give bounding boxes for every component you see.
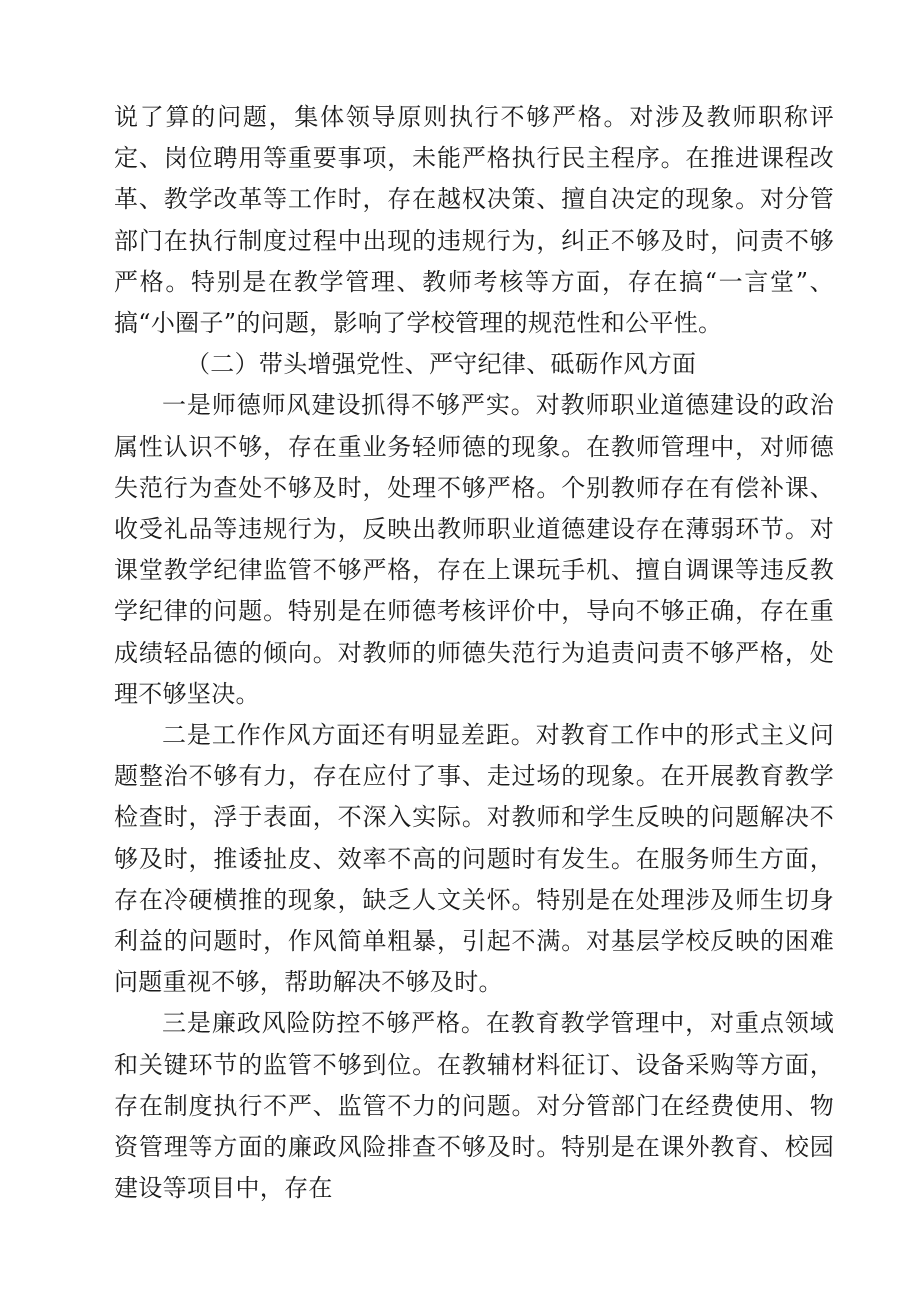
- paragraph-integrity-risk: 三是廉政风险防控不够严格。在教育教学管理中，对重点领域和关键环节的监管不够到位。在教辅材料征订、设备采购等方面，存在制度执行不严、监管不力的问题。对分管部门在经费使用、物资管理等方面的廉政风险排查不够及时。特别是在课外教育、校园建设等项目中，存在: [114, 1009, 834, 1203]
- document-body: [114, 97, 834, 1209]
- paragraph-work-style: 二是工作作风方面还有明显差距。对教育工作中的形式主义问题整治不够有力，存在应付了事、走过场的现象。在开展教育教学检查时，浮于表面，不深入实际。对教师和学生反映的问题解决不够及时，推诿扯皮、效率不高的问题时有发生。在服务师生方面，存在冷硬横推的现象，缺乏人文关怀。特别是在处理涉及师生切身利益的问题时，作风简单粗暴，引起不满。对基层学校反映的困难问题重视不够，帮助解决不够及时。: [114, 721, 834, 997]
- section-heading: （二）带头增强党性、严守纪律、砥砺作风方面: [186, 350, 697, 379]
- paragraph-continuation: 说了算的问题，集体领导原则执行不够严格。对涉及教师职称评定、岗位聘用等重要事项，未能严格执行民主程序。在推进课程改革、教学改革等工作时，存在越权决策、擅自决定的现象。对分管部门在执行制度过程中出现的违规行为，纠正不够及时，问责不够严格。特别是在教学管理、教师考核等方面，存在搞“一言堂”、搞“小圈子”的问题，影响了学校管理的规范性和公平性。: [114, 103, 834, 338]
- paragraph-teacher-ethics: 一是师德师风建设抓得不够严实。对教师职业道德建设的政治属性认识不够，存在重业务轻师德的现象。在教师管理中，对师德失范行为查处不够及时，处理不够严格。个别教师存在有偿补课、收受礼品等违规行为，反映出教师职业道德建设存在薄弱环节。对课堂教学纪律监管不够严格，存在上课玩手机、擅自调课等违反教学纪律的问题。特别是在师德考核评价中，导向不够正确，存在重成绩轻品德的倾向。对教师的师德失范行为追责问责不够严格，处理不够坚决。: [114, 391, 834, 708]
